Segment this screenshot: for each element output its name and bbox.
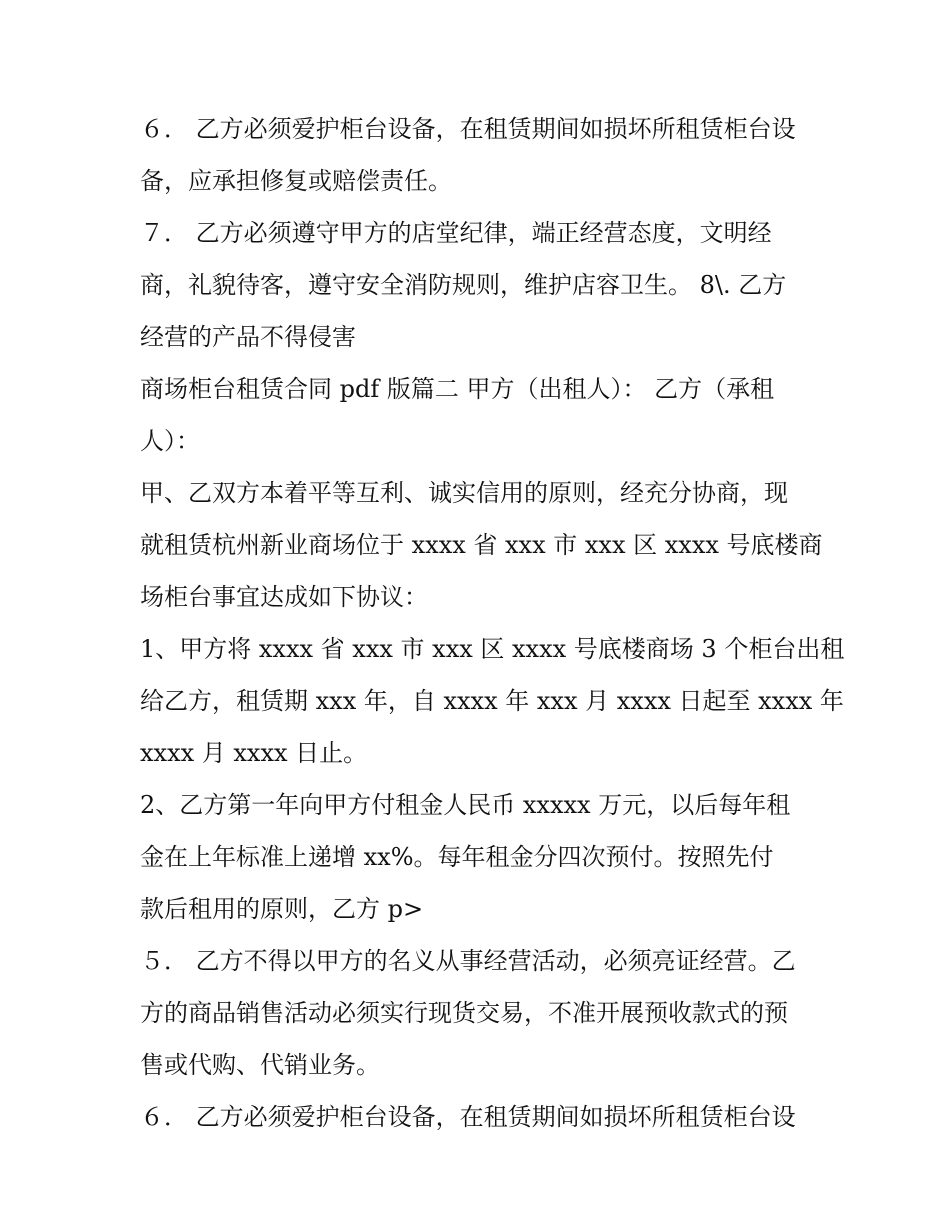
text-line: 给乙方，租赁期 xxx 年，自 xxxx 年 xxx 月 xxxx 日起至 xxxx 年 [140, 687, 844, 715]
text-line: 方的商品销售活动必须实行现货交易，不准开展预收款式的预 [140, 999, 788, 1027]
text-line: ６． 乙方必须爱护柜台设备，在租赁期间如损坏所租赁柜台设 [140, 1103, 796, 1131]
text-line: 售或代购、代销业务。 [140, 1051, 380, 1079]
text-line: 经营的产品不得侵害 [140, 323, 356, 351]
text-line: 备，应承担修复或赔偿责任。 [140, 167, 452, 195]
text-line: 1、甲方将 xxxx 省 xxx 市 xxx 区 xxxx 号底楼商场 3 个柜台出租 [140, 635, 845, 663]
text-line: 甲、乙双方本着平等互利、诚实信用的原则，经充分协商，现 [140, 479, 788, 507]
text-line: ６． 乙方必须爱护柜台设备，在租赁期间如损坏所租赁柜台设 [140, 115, 796, 143]
text-line: 就租赁杭州新业商场位于 xxxx 省 xxx 市 xxx 区 xxxx 号底楼商 [140, 531, 823, 559]
text-line: 2、乙方第一年向甲方付租金人民币 xxxxx 万元，以后每年租 [140, 791, 791, 819]
text-line: ５． 乙方不得以甲方的名义从事经营活动，必须亮证经营。乙 [140, 947, 796, 975]
text-line: 金在上年标准上递增 xx%。每年租金分四次预付。按照先付 [140, 843, 774, 871]
text-line: 人）： [140, 427, 200, 455]
text-line: 商场柜台租赁合同 pdf 版篇二 甲方（出租人）： 乙方（承租 [140, 375, 775, 403]
document-body [140, 103, 845, 1143]
text-line: 款后租用的原则，乙方 p> [140, 895, 424, 923]
text-line: 商，礼貌待客，遵守安全消防规则，维护店容卫生。 8\. 乙方 [140, 271, 787, 299]
text-line: xxxx 月 xxxx 日止。 [140, 739, 368, 767]
text-line: 场柜台事宜达成如下协议： [140, 583, 428, 611]
text-line: ７． 乙方必须遵守甲方的店堂纪律，端正经营态度，文明经 [140, 219, 772, 247]
